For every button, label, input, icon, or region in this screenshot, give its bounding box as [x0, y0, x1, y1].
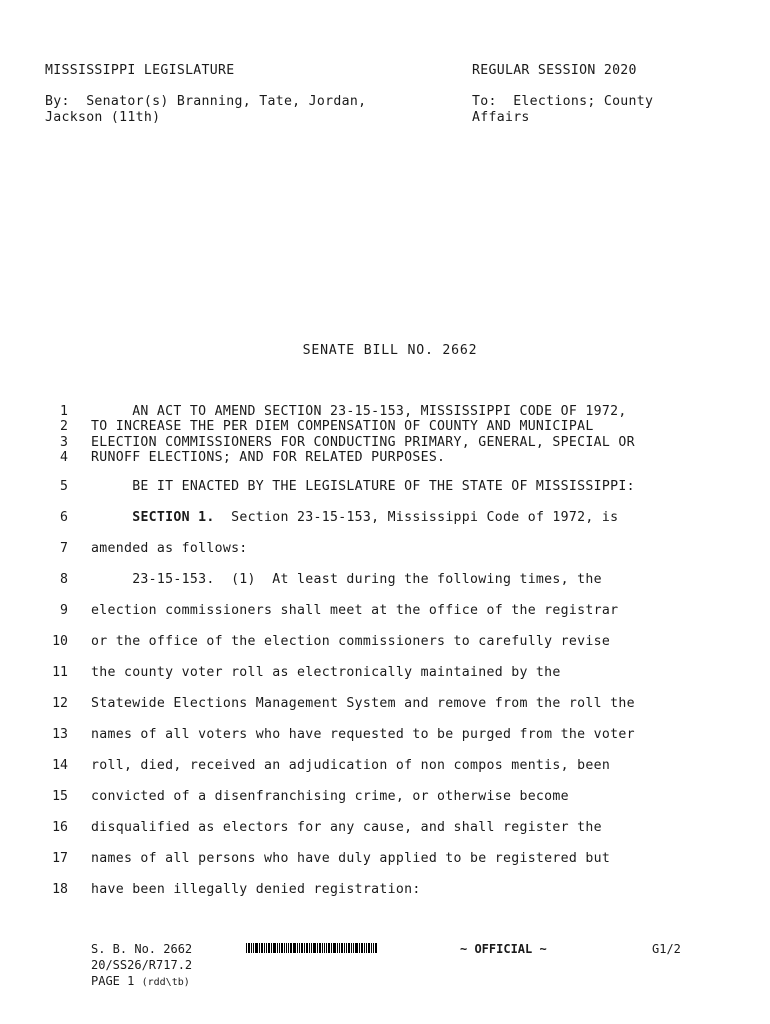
bill-line: ELECTION COMMISSIONERS FOR CONDUCTING PRIMARY, GENERAL, SPECIAL OR	[91, 435, 635, 450]
line-number: 13	[52, 727, 68, 742]
barcode-bar	[339, 943, 340, 953]
line-number: 2	[60, 419, 68, 434]
line-number: 14	[52, 758, 68, 773]
barcode-bar	[328, 943, 330, 953]
barcode-bar	[271, 943, 272, 953]
bill-line: disqualified as electors for any cause, and shall register the	[91, 820, 602, 835]
barcode-bar	[346, 943, 347, 953]
committee-line-2: Affairs	[472, 110, 530, 125]
barcode-bar	[368, 943, 370, 953]
barcode-bar	[306, 943, 308, 953]
sponsors-line-2: Jackson (11th)	[45, 110, 161, 125]
line-number: 4	[60, 450, 68, 465]
line-number: 9	[60, 603, 68, 618]
barcode-bar	[373, 943, 374, 953]
section-heading: SECTION 1.	[132, 510, 215, 525]
bill-line: names of all voters who have requested to be purged from the voter	[91, 727, 635, 742]
barcode-bar	[375, 943, 377, 953]
barcode-bar	[319, 943, 321, 953]
barcode-bar	[355, 943, 358, 953]
barcode-bar	[322, 943, 323, 953]
line-number: 11	[52, 665, 68, 680]
bill-line	[91, 510, 618, 525]
barcode-bar	[333, 943, 336, 953]
barcode-bar	[344, 943, 345, 953]
barcode-bar	[341, 943, 343, 953]
line-number: 10	[52, 634, 68, 649]
bill-title: SENATE BILL NO. 2662	[302, 343, 478, 358]
barcode-bar	[299, 943, 300, 953]
barcode-bar	[284, 943, 285, 953]
barcode-bar	[337, 943, 338, 953]
barcode-bar	[266, 943, 267, 953]
barcode-bar	[326, 943, 327, 953]
line-number: 5	[60, 479, 68, 494]
line-number: 8	[60, 572, 68, 587]
barcode-bar	[301, 943, 303, 953]
barcode-bar	[281, 943, 283, 953]
official-label: ~ OFFICIAL ~	[460, 942, 547, 956]
legislature-name: MISSISSIPPI LEGISLATURE	[45, 63, 235, 78]
barcode-bar	[261, 943, 263, 953]
barcode-bar	[353, 943, 354, 953]
line-number: 16	[52, 820, 68, 835]
barcode-bar	[313, 943, 316, 953]
barcode-bar	[361, 943, 363, 953]
bill-line: have been illegally denied registration:	[91, 882, 421, 897]
indent	[91, 510, 132, 525]
barcode-bar	[253, 943, 254, 953]
bill-line: amended as follows:	[91, 541, 248, 556]
barcode-bar	[317, 943, 318, 953]
barcode-bar	[273, 943, 276, 953]
footer-page-number: PAGE 1	[91, 974, 135, 988]
footer-bill-ref: S. B. No. 2662	[91, 942, 193, 956]
barcode-bar	[311, 943, 312, 953]
bill-line: BE IT ENACTED BY THE LEGISLATURE OF THE STATE OF MISSISSIPPI:	[91, 479, 635, 494]
footer-page-line	[91, 974, 190, 988]
line-number: 7	[60, 541, 68, 556]
barcode-bar	[290, 943, 292, 953]
bill-line: convicted of a disenfranchising crime, or otherwise become	[91, 789, 569, 804]
bill-line: names of all persons who have duly applied to be registered but	[91, 851, 611, 866]
line-number: 18	[52, 882, 68, 897]
barcode-bar	[279, 943, 280, 953]
bill-line: the county voter roll as electronically maintained by the	[91, 665, 561, 680]
barcode-bar	[277, 943, 278, 953]
barcode-bar	[304, 943, 305, 953]
footer-doc-code: 20/SS26/R717.2	[91, 958, 193, 972]
bill-line: 23-15-153. (1) At least during the following times, the	[91, 572, 602, 587]
barcode-bar	[351, 943, 352, 953]
line-number: 17	[52, 851, 68, 866]
bill-line: or the office of the election commissioners to carefully revise	[91, 634, 611, 649]
barcode-bar	[331, 943, 332, 953]
footer-page-code: G1/2	[652, 942, 681, 956]
barcode-bar	[286, 943, 287, 953]
barcode-bar	[268, 943, 270, 953]
bill-line: AN ACT TO AMEND SECTION 23-15-153, MISSISSIPPI CODE OF 1972,	[91, 404, 627, 419]
barcode-bar	[259, 943, 260, 953]
sponsors-line-1: By: Senator(s) Branning, Tate, Jordan,	[45, 94, 367, 109]
bill-line: election commissioners shall meet at the office of the registrar	[91, 603, 619, 618]
barcode-bar	[288, 943, 289, 953]
line-number: 3	[60, 435, 68, 450]
committee-line-1: To: Elections; County	[472, 94, 654, 109]
barcode-bar	[371, 943, 372, 953]
barcode-bar	[255, 943, 258, 953]
bill-line: RUNOFF ELECTIONS; AND FOR RELATED PURPOSES.	[91, 450, 446, 465]
session-label: REGULAR SESSION 2020	[472, 63, 637, 78]
line-number: 15	[52, 789, 68, 804]
barcode-bar	[251, 943, 252, 953]
line-number: 6	[60, 510, 68, 525]
barcode-bar	[359, 943, 360, 953]
barcode-bar	[297, 943, 298, 953]
barcode-bar	[309, 943, 310, 953]
barcode-bar	[264, 943, 265, 953]
barcode-bar	[366, 943, 367, 953]
bill-line: Statewide Elections Management System and remove from the roll the	[91, 696, 635, 711]
bill-line-text: Section 23-15-153, Mississippi Code of 1972, is	[214, 510, 619, 525]
footer-initials: (rdd\tb)	[141, 977, 190, 988]
barcode-image	[246, 943, 378, 953]
barcode-bar	[248, 943, 250, 953]
barcode-bar	[364, 943, 365, 953]
line-number: 1	[60, 404, 68, 419]
bill-line: roll, died, received an adjudication of non compos mentis, been	[91, 758, 611, 773]
barcode-bar	[293, 943, 296, 953]
barcode-bar	[348, 943, 350, 953]
barcode-bar	[324, 943, 325, 953]
line-number: 12	[52, 696, 68, 711]
barcode-bar	[246, 943, 247, 953]
bill-line: TO INCREASE THE PER DIEM COMPENSATION OF COUNTY AND MUNICIPAL	[91, 419, 594, 434]
